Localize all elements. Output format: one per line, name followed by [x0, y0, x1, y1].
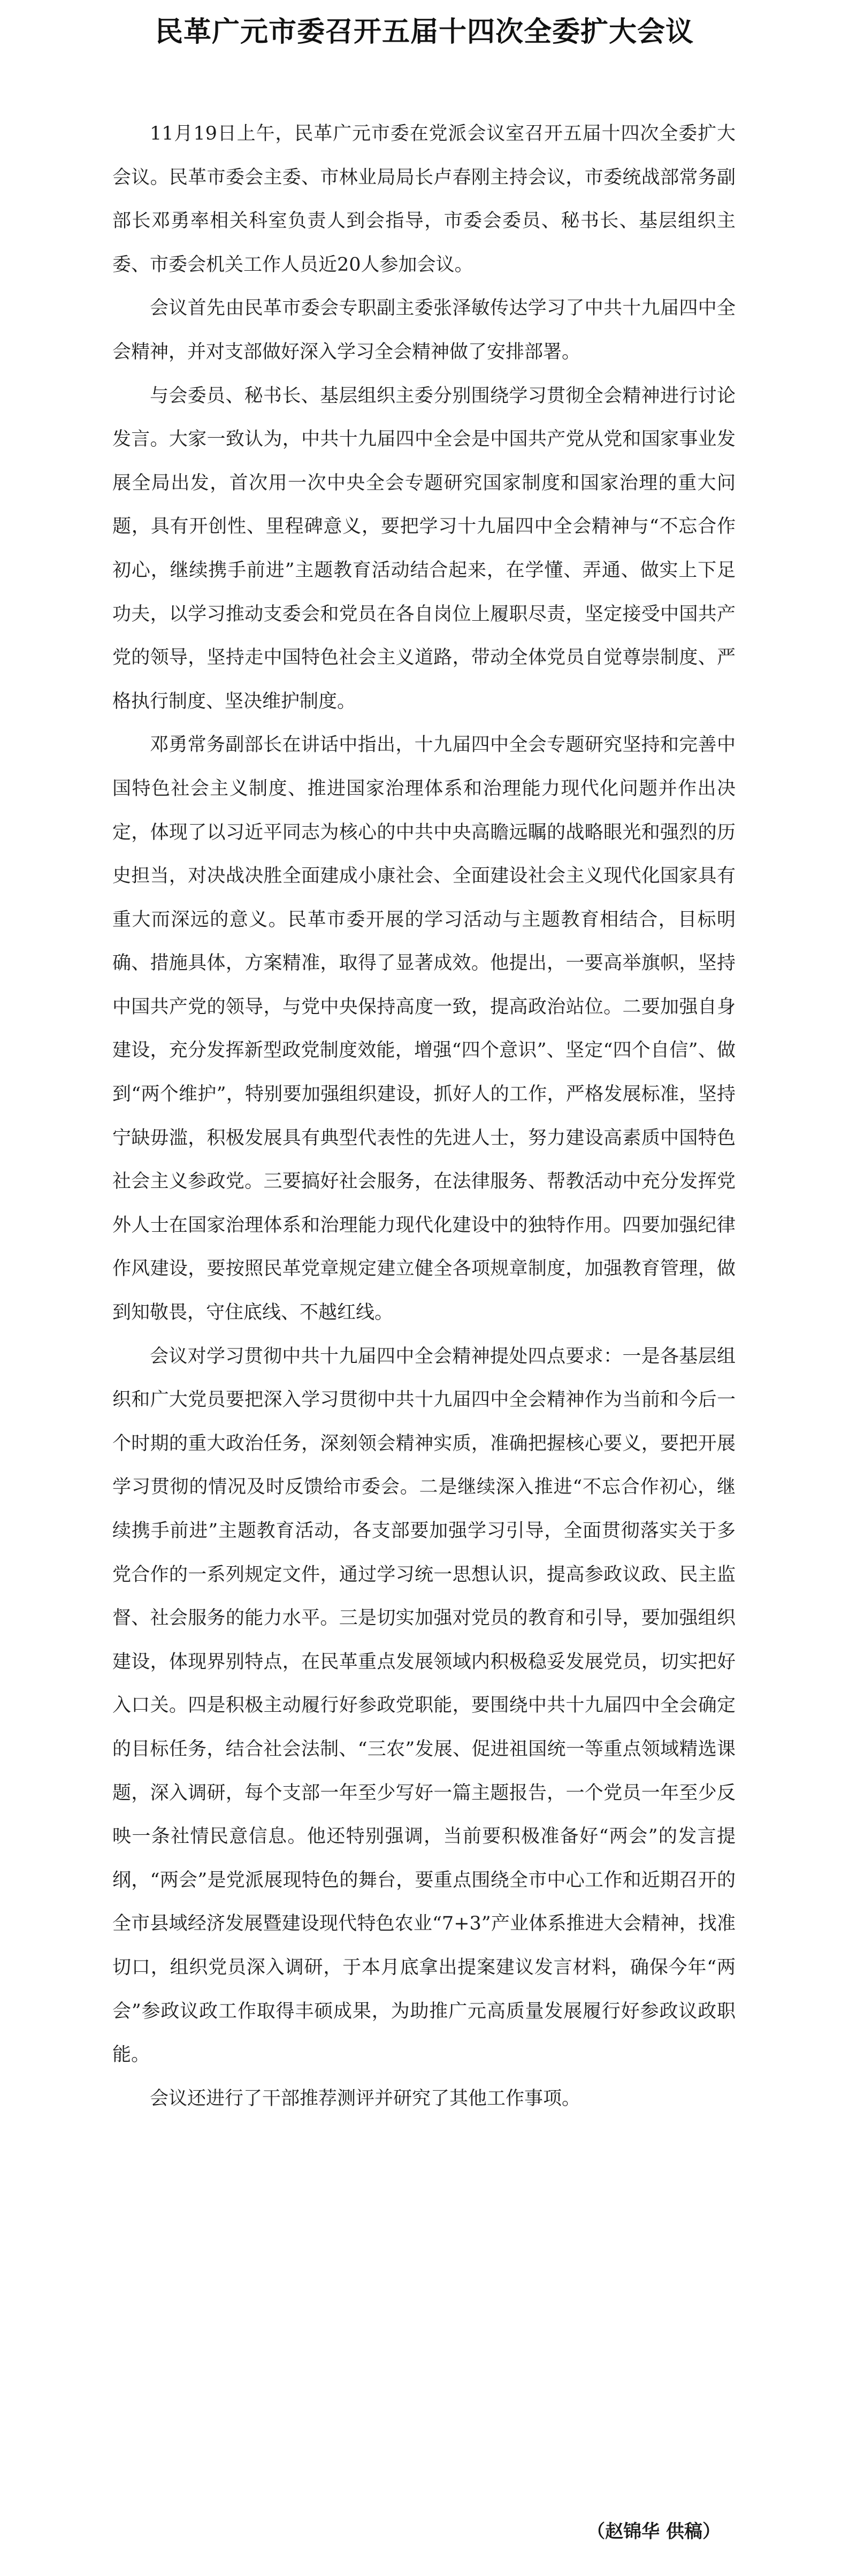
article-body — [112, 112, 736, 2121]
article-paragraph: 会议还进行了干部推荐测评并研究了其他工作事项。 — [150, 2087, 581, 2109]
article-paragraph: 与会委员、秘书长、基层组织主委分别围绕学习贯彻全会精神进行讨论发言。大家一致认为，中共十九届四中全会是中国共产党从党和国家事业发展全局出发，首次用一次中央全会专题研究国家制度和国家治理的重大问题，具有开创性、里程碑意义，要把学习十九届四中全会精神与“不忘合作初心，继续携手前进”主题教育活动结合起来，在学懂、弄通、做实上下足功夫，以学习推动支委会和党员在各自岗位上履职尽责，坚定接受中国共产党的领导，坚持走中国特色社会主义道路，带动全体党员自觉尊崇制度、严格执行制度、坚决维护制度。 — [112, 385, 736, 712]
article-credit: （赵锦华 供稿） — [587, 2521, 721, 2542]
article-paragraph: 会议对学习贯彻中共十九届四中全会精神提处四点要求：一是各基层组织和广大党员要把深入学习贯彻中共十九届四中全会精神作为当前和今后一个时期的重大政治任务，深刻领会精神实质，准确把握核心要义，要把开展学习贯彻的情况及时反馈给市委会。二是继续深入推进“不忘合作初心，继续携手前进”主题教育活动，各支部要加强学习引导，全面贯彻落实关于多党合作的一系列规定文件，通过学习统一思想认识，提高参政议政、民主监督、社会服务的能力水平。三是切实加强对党员的教育和引导，要加强组织建设，体现界别特点，在民革重点发展领域内积极稳妥发展党员，切实把好入口关。四是积极主动履行好参政党职能，要围绕中共十九届四中全会确定的目标任务，结合社会法制、“三农”发展、促进祖国统一等重点领域精选课题，深入调研，每个支部一年至少写好一篇主题报告，一个党员一年至少反映一条社情民意信息。他还特别强调，当前要积极准备好“两会”的发言提纲，“两会”是党派展现特色的舞台，要重点围绕全市中心工作和近期召开的全市县域经济发展暨建设现代特色农业“7+3”产业体系推进大会精神，找准切口，组织党员深入调研，于本月底拿出提案建议发言材料，确保今年“两会”参政议政工作取得丰硕成果，为助推广元高质量发展履行好参政议政职能。 — [112, 1345, 736, 2066]
article-title: 民革广元市委召开五届十四次全委扩大会议 — [155, 16, 694, 48]
article-paragraph: 11月19日上午，民革广元市委在党派会议室召开五届十四次全委扩大会议。民革市委会主委、市林业局局长卢春刚主持会议，市委统战部常务副部长邓勇率相关科室负责人到会指导，市委会委员、秘书长、基层组织主委、市委会机关工作人员近20人参加会议。 — [112, 123, 736, 276]
article-paragraph: 会议首先由民革市委会专职副主委张泽敏传达学习了中共十九届四中全会精神，并对支部做好深入学习全会精神做了安排部署。 — [112, 298, 736, 363]
article-paragraph: 邓勇常务副部长在讲话中指出，十九届四中全会专题研究坚持和完善中国特色社会主义制度、推进国家治理体系和治理能力现代化问题并作出决定，体现了以习近平同志为核心的中共中央高瞻远瞩的战略眼光和强烈的历史担当，对决战决胜全面建成小康社会、全面建设社会主义现代化国家具有重大而深远的意义。民革市委开展的学习活动与主题教育相结合，目标明确、措施具体，方案精准，取得了显著成效。他提出，一要高举旗帜，坚持中国共产党的领导，与党中央保持高度一致，提高政治站位。二要加强自身建设，充分发挥新型政党制度效能，增强“四个意识”、坚定“四个自信”、做到“两个维护”，特别要加强组织建设，抓好人的工作，严格发展标准，坚持宁缺毋滥，积极发展具有典型代表性的先进人士，努力建设高素质中国特色社会主义参政党。三要搞好社会服务，在法律服务、帮教活动中充分发挥党外人士在国家治理体系和治理能力现代化建设中的独特作用。四要加强纪律作风建设，要按照民革党章规定建立健全各项规章制度，加强教育管理，做到知敬畏，守住底线、不越红线。 — [112, 734, 736, 1324]
